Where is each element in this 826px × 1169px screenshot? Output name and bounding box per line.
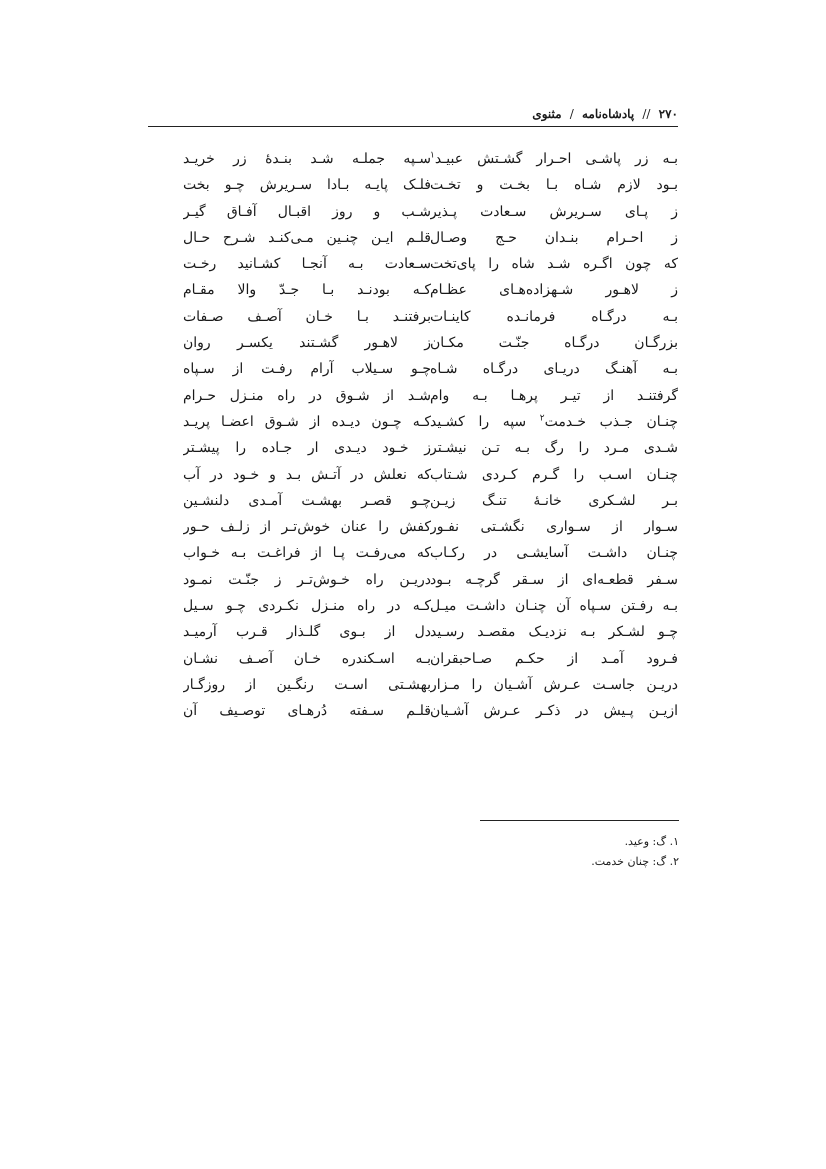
section-title: مثنوی	[532, 107, 562, 121]
verse-line: شـد از شـوق در راه منـزل حـرام	[183, 387, 431, 404]
verse-line: سـعادت بـه آنجـا کشـانید رخـت	[183, 256, 431, 273]
verse-line: شـب و روز اقبـال آفـاق گیـر	[183, 203, 431, 220]
verse-line: سـفر قطعـه‌ای از سـقر گرچـه بـود	[430, 571, 678, 588]
verse-line: بـه اسـکندره خـان آصـف نشـان	[183, 650, 431, 667]
verse-line: فلـک پایـه بـادا سـریرش چـو بخت	[183, 177, 431, 194]
footnote-marker: ۲	[539, 413, 545, 424]
verse-line: چـو سـیلاب آرام رفـت از سـپاه	[183, 361, 431, 378]
verse-line: ز خـود دیـدی ار جـاده را پیشـتر	[183, 440, 431, 457]
verse-line: چنـان داشـت آسایشـی در رکـاب	[430, 545, 678, 562]
header-separator: //	[642, 107, 651, 121]
verse-line: کـه چـون دیـده از شـوق اعضـا پریـد	[183, 413, 431, 430]
footnote-item: ۲. گ: چنان خدمت.	[591, 855, 679, 868]
footnote-divider	[480, 820, 679, 821]
verse-line: کفش را عنان خوش‌تـر از زلـف حـور	[183, 519, 431, 536]
verse-line: کـه در راه منـزل نکـردی چـو سـیل	[183, 598, 431, 615]
verse-line: چـو لشـکر بـه نزدیـک مقصـد رسـید	[430, 624, 678, 641]
verse-line: ز پـای سـریرش سـعادت پـذیر	[430, 203, 678, 220]
footnotes	[430, 832, 679, 872]
verse-line: گرفتنـد از تیـر پرهـا بـه وام	[430, 387, 678, 404]
verse-line: بـود لازم شـاه بـا بخـت و تخـت	[430, 177, 678, 194]
verse-line: بـه زر پاشـی احـرار گشـتش عبیـد$^۱$	[430, 150, 678, 167]
book-title: پادشاه‌نامه	[581, 107, 635, 121]
verse-line: بـه درگـاه فرمانـده کاینـات	[430, 308, 678, 325]
verse-line: ز لاهـور شـهزاده‌هـای عظـام	[430, 282, 678, 299]
verse-line: دل از بـوی گلـذار قـرب آرمیـد	[183, 624, 431, 641]
verse-line: قلـم ایـن چنـین مـی‌کنـد شـرح حـال	[183, 229, 431, 246]
footnote-marker: ۱	[430, 150, 435, 161]
verse-line: بهشـتی اسـت رنگـین از روزگـار	[183, 676, 431, 693]
verse-line: بـه آهنـگ دریـای درگـاه شـاه	[430, 361, 678, 378]
verse-line: ز احـرام بنـدان حـج وصـال	[430, 229, 678, 246]
verse-line: شـدی مـرد را رگ بـه تـن نیشـتر	[430, 440, 678, 457]
verse-line: بـر لشـکری خانـهٔ تنـگ زیـن	[430, 492, 678, 509]
verse-line: بـه رفـتن سـپاه آن چنـان داشـت میـل	[430, 598, 678, 615]
poem-column-right	[430, 146, 678, 725]
verse-line: که نعلش در آتـش بـد و خـود در آب	[183, 466, 431, 483]
verse-line: بزرگـان درگـاه جنّـت مکـان	[430, 335, 678, 352]
page-number: ۲۷۰	[658, 107, 678, 121]
verse-line: چـو قصـر بهشـت آمـدی دلنشـین	[183, 492, 431, 509]
verse-line: چنـان جـذب خـدمت$^۲$ سپه را کشـید	[430, 413, 678, 430]
verse-line: که چون اگـره شـد شاه را پای‌تخت	[430, 256, 678, 273]
verse-line: چنـان اسـب را گـرم کـردی شـتاب	[430, 466, 678, 483]
verse-line: ز لاهـور گشـتند یکسـر روان	[183, 335, 431, 352]
page-header	[148, 104, 678, 127]
verse-line: برفتنـد بـا خـان آصـف صـفات	[183, 308, 431, 325]
verse-line: ازیـن پـیش در ذکـر عـرش آشـیان	[430, 703, 678, 720]
verse-line: قلـم سـفته دُرهـای توصـیف آن	[183, 703, 431, 720]
verse-line: سـوار از سـواری نگشـتی نفـور	[430, 519, 678, 536]
verse-line: سـپه جملـه شـد بنـدهٔ زر خریـد	[183, 151, 431, 167]
verse-line: دریـن جاسـت عـرش آشـیان را مـزار	[430, 676, 678, 693]
verse-line: که می‌رفـت پـا از فراغـت بـه خـواب	[183, 545, 431, 562]
verse-line: کـه بودنـد بـا جـدّ والا مقـام	[183, 282, 431, 299]
footnote-item: ۱. گ: وعید.	[624, 835, 679, 848]
poem-column-left	[183, 146, 431, 725]
header-slash: /	[569, 107, 574, 121]
verse-line: دریـن راه خـوش‌تـر ز جنّـت نمـود	[183, 571, 431, 588]
verse-line: فـرود آمـد از حکـم صـاحبقران	[430, 650, 678, 667]
